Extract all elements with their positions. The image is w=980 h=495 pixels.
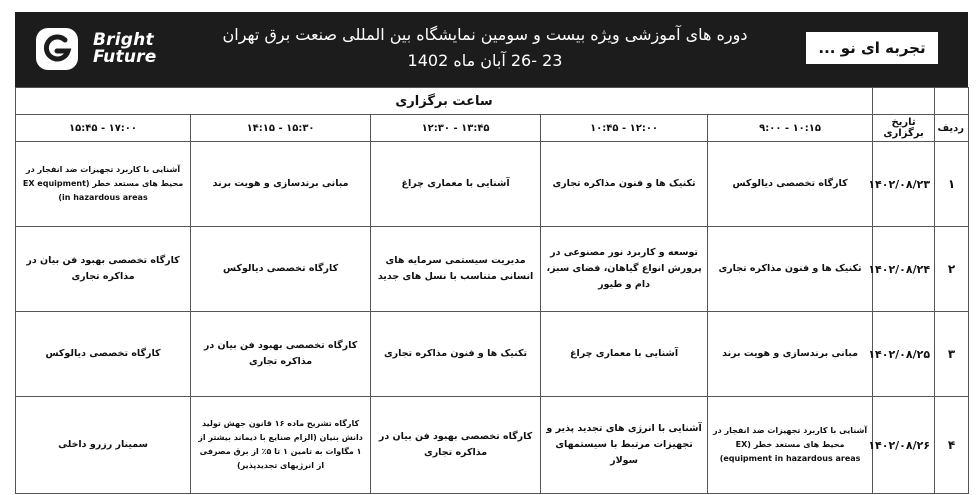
session-cell: توسعه و کاربرد نور مصنوعی در پرورش انواع گیاهان، فضای سبز، دام و طیور [541,227,708,312]
session-cell: مبانی برندسازی و هویت برند [708,312,873,397]
page-title [205,22,765,74]
time-slot-3: ۱۳:۴۵ - ۱۲:۳۰ [371,115,541,142]
time-slot-2: ۱۲:۰۰ - ۱۰:۴۵ [541,115,708,142]
col-row: ردیف [935,115,969,142]
header-row-main [16,88,969,115]
schedule-table [15,87,969,494]
session-cell: آشنایی با معماری چراغ [541,312,708,397]
row-date: ۱۴۰۲/۰۸/۲۵ [873,312,935,397]
session-cell: کارگاه تخصصی بهبود فن بیان در مذاکره تجاری [371,397,541,494]
header-row-sub [16,115,969,142]
session-cell: مبانی برندسازی و هویت برند [191,142,371,227]
title-line1: دوره های آموزشی ویژه بیست و سومین نمایشگاه بین المللی صنعت برق تهران [222,25,748,44]
session-cell: کارگاه تشریح ماده ۱۶ قانون جهش تولید دانش بنیان (الزام صنایع با دیماند بیشتر از ۱ مگاوات به تامین ۱ تا ۵٪ از برق مصرفی از انرژیهای تجدیدپذیر) [191,397,371,494]
session-cell: آشنایی با انرژی های تجدید پذیر و تجهیزات مرتبط با سیستمهای سولار [541,397,708,494]
brand-line2: Future [93,47,157,67]
session-cell: آشنایی با معماری چراغ [371,142,541,227]
session-cell: سمینار رزرو داخلی [16,397,191,494]
tagline-badge: تجربه ای نو ... [806,32,938,64]
time-slot-5: ۱۷:۰۰ - ۱۵:۴۵ [16,115,191,142]
session-header: ساعت برگزاری [16,88,873,115]
session-cell: آشنایی با کاربرد تجهیزات ضد انفجار در محیط های مستعد خطر (EX equipment in hazardous areas) [708,397,873,494]
time-slot-1: ۱۰:۱۵ - ۹:۰۰ [708,115,873,142]
col-date: تاریخ برگزاری [873,115,935,142]
session-cell: کارگاه تخصصی دیالوکس [708,142,873,227]
table-row [16,397,969,494]
time-slot-4: ۱۵:۳۰ - ۱۴:۱۵ [191,115,371,142]
title-line2: 23 -26 آبان ماه 1402 [407,51,563,70]
session-cell: آشنایی با کاربرد تجهیزات ضد انفجار در محیط های مستعد خطر (EX equipment in hazardous areas) [16,142,191,227]
table-row [16,142,969,227]
row-number: ۲ [935,227,969,312]
row-number: ۴ [935,397,969,494]
brand-line1: Bright [93,30,154,50]
session-cell: تکنیک ها و فنون مذاکره تجاری [371,312,541,397]
brand-name [93,32,156,66]
session-cell: تکنیک ها و فنون مذاکره تجاری [708,227,873,312]
session-cell: تکنیک ها و فنون مذاکره تجاری [541,142,708,227]
row-date: ۱۴۰۲/۰۸/۲۶ [873,397,935,494]
header-banner [15,12,968,87]
table-row [16,312,969,397]
row-date: ۱۴۰۲/۰۸/۲۳ [873,142,935,227]
row-date: ۱۴۰۲/۰۸/۲۴ [873,227,935,312]
row-number: ۱ [935,142,969,227]
col-empty-row [935,88,969,115]
brand-logo [35,24,185,74]
session-cell: مدیریت سیستمی سرمایه های انسانی متناسب با نسل های جدید [371,227,541,312]
session-cell: کارگاه تخصصی دیالوکس [191,227,371,312]
bright-future-logo-icon [35,27,79,71]
session-cell: کارگاه تخصصی بهبود فن بیان در مذاکره تجاری [16,227,191,312]
row-number: ۳ [935,312,969,397]
session-cell: کارگاه تخصصی دیالوکس [16,312,191,397]
session-cell: کارگاه تخصصی بهبود فن بیان در مذاکره تجاری [191,312,371,397]
table-row [16,227,969,312]
col-empty-date [873,88,935,115]
